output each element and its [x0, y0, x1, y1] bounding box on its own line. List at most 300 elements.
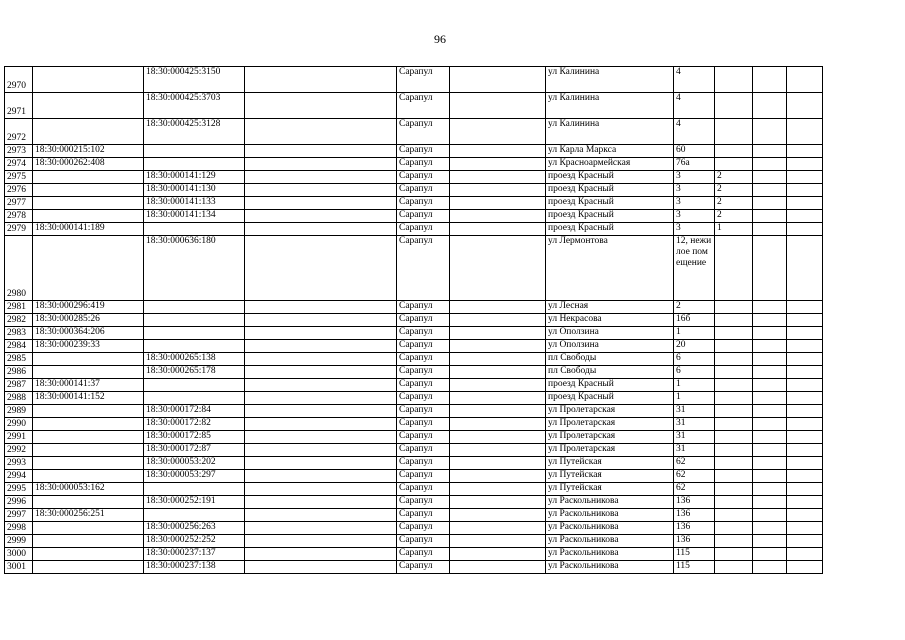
empty-cell — [753, 392, 787, 405]
house-number-cell: 12, нежилое помещение — [674, 236, 715, 301]
cadastral-number-a-cell: 18:30:000239:33 — [33, 340, 144, 353]
row-number-cell: 2981 — [5, 301, 33, 314]
room-cell — [715, 431, 753, 444]
house-number-cell: 136 — [674, 535, 715, 548]
city-cell: Сарапул — [397, 496, 450, 509]
empty-cell — [450, 158, 546, 171]
empty-cell — [450, 119, 546, 145]
row-number-cell: 2975 — [5, 171, 33, 184]
street-cell: ул Путейская — [546, 483, 674, 496]
empty-cell — [787, 483, 823, 496]
empty-cell — [450, 353, 546, 366]
table-row — [5, 366, 823, 379]
cadastral-number-a-cell — [33, 119, 144, 145]
empty-cell — [450, 171, 546, 184]
house-number-cell: 62 — [674, 470, 715, 483]
empty-cell — [753, 366, 787, 379]
room-cell — [715, 457, 753, 470]
empty-cell — [787, 418, 823, 431]
room-cell — [715, 535, 753, 548]
empty-cell — [753, 431, 787, 444]
city-cell: Сарапул — [397, 457, 450, 470]
table-row — [5, 379, 823, 392]
cadastral-number-b-cell: 18:30:000425:3703 — [144, 93, 245, 119]
empty-cell — [753, 418, 787, 431]
empty-cell — [245, 405, 397, 418]
cadastral-number-b-cell — [144, 314, 245, 327]
empty-cell — [787, 236, 823, 301]
empty-cell — [450, 145, 546, 158]
empty-cell — [245, 314, 397, 327]
table-row — [5, 444, 823, 457]
table-row — [5, 340, 823, 353]
cadastral-number-b-cell: 18:30:000172:84 — [144, 405, 245, 418]
cadastral-number-a-cell: 18:30:000364:206 — [33, 327, 144, 340]
city-cell: Сарапул — [397, 236, 450, 301]
table-row — [5, 392, 823, 405]
cadastral-number-b-cell: 18:30:000425:3128 — [144, 119, 245, 145]
empty-cell — [753, 67, 787, 93]
cadastral-number-a-cell — [33, 67, 144, 93]
street-cell: ул Калинина — [546, 67, 674, 93]
table-row — [5, 522, 823, 535]
empty-cell — [450, 379, 546, 392]
city-cell: Сарапул — [397, 327, 450, 340]
city-cell: Сарапул — [397, 210, 450, 223]
street-cell: ул Раскольникова — [546, 548, 674, 561]
empty-cell — [787, 509, 823, 522]
street-cell: проезд Красный — [546, 392, 674, 405]
cadastral-number-a-cell — [33, 405, 144, 418]
empty-cell — [450, 405, 546, 418]
street-cell: ул Калинина — [546, 93, 674, 119]
table-row — [5, 184, 823, 197]
city-cell: Сарапул — [397, 379, 450, 392]
empty-cell — [450, 509, 546, 522]
street-cell: ул Пролетарская — [546, 444, 674, 457]
house-number-cell: 76а — [674, 158, 715, 171]
cadastral-number-b-cell: 18:30:000265:178 — [144, 366, 245, 379]
house-number-cell: 31 — [674, 444, 715, 457]
empty-cell — [753, 509, 787, 522]
empty-cell — [245, 444, 397, 457]
house-number-cell: 2 — [674, 301, 715, 314]
table-row — [5, 431, 823, 444]
cadastral-number-a-cell: 18:30:000256:251 — [33, 509, 144, 522]
room-cell — [715, 561, 753, 574]
row-number-cell: 2988 — [5, 392, 33, 405]
street-cell: ул Путейская — [546, 457, 674, 470]
room-cell — [715, 496, 753, 509]
street-cell: ул Пролетарская — [546, 418, 674, 431]
table-row — [5, 236, 823, 301]
table-row — [5, 171, 823, 184]
room-cell — [715, 301, 753, 314]
empty-cell — [753, 340, 787, 353]
cadastral-number-b-cell: 18:30:000172:85 — [144, 431, 245, 444]
empty-cell — [753, 444, 787, 457]
empty-cell — [450, 340, 546, 353]
empty-cell — [787, 223, 823, 236]
city-cell: Сарапул — [397, 366, 450, 379]
street-cell: ул Карла Маркса — [546, 145, 674, 158]
room-cell — [715, 236, 753, 301]
city-cell: Сарапул — [397, 314, 450, 327]
empty-cell — [245, 197, 397, 210]
cadastral-number-b-cell: 18:30:000636:180 — [144, 236, 245, 301]
empty-cell — [450, 483, 546, 496]
cadastral-number-b-cell — [144, 223, 245, 236]
empty-cell — [245, 509, 397, 522]
empty-cell — [450, 418, 546, 431]
table-row — [5, 210, 823, 223]
empty-cell — [787, 496, 823, 509]
empty-cell — [787, 535, 823, 548]
empty-cell — [245, 522, 397, 535]
street-cell: ул Калинина — [546, 119, 674, 145]
empty-cell — [450, 431, 546, 444]
row-number-cell: 2997 — [5, 509, 33, 522]
house-number-cell: 1 — [674, 327, 715, 340]
house-number-cell: 62 — [674, 483, 715, 496]
city-cell: Сарапул — [397, 353, 450, 366]
registry-body — [5, 67, 823, 574]
city-cell: Сарапул — [397, 535, 450, 548]
city-cell: Сарапул — [397, 548, 450, 561]
room-cell — [715, 327, 753, 340]
empty-cell — [753, 561, 787, 574]
empty-cell — [245, 184, 397, 197]
city-cell: Сарапул — [397, 223, 450, 236]
street-cell: ул Лесная — [546, 301, 674, 314]
room-cell: 2 — [715, 197, 753, 210]
house-number-cell: 4 — [674, 67, 715, 93]
empty-cell — [245, 392, 397, 405]
empty-cell — [245, 457, 397, 470]
empty-cell — [753, 535, 787, 548]
cadastral-number-b-cell: 18:30:000053:297 — [144, 470, 245, 483]
house-number-cell: 60 — [674, 145, 715, 158]
row-number-cell: 2992 — [5, 444, 33, 457]
cadastral-number-b-cell: 18:30:000237:137 — [144, 548, 245, 561]
empty-cell — [245, 158, 397, 171]
row-number-cell: 2971 — [5, 93, 33, 119]
cadastral-number-b-cell: 18:30:000237:138 — [144, 561, 245, 574]
empty-cell — [450, 366, 546, 379]
row-number-cell: 2998 — [5, 522, 33, 535]
room-cell — [715, 158, 753, 171]
street-cell: ул Раскольникова — [546, 522, 674, 535]
empty-cell — [787, 522, 823, 535]
street-cell: пл Свободы — [546, 353, 674, 366]
empty-cell — [245, 301, 397, 314]
room-cell — [715, 444, 753, 457]
house-number-cell: 62 — [674, 457, 715, 470]
empty-cell — [787, 405, 823, 418]
empty-cell — [787, 210, 823, 223]
house-number-cell: 20 — [674, 340, 715, 353]
room-cell: 2 — [715, 184, 753, 197]
room-cell — [715, 392, 753, 405]
street-cell: ул Раскольникова — [546, 535, 674, 548]
empty-cell — [245, 379, 397, 392]
empty-cell — [753, 158, 787, 171]
empty-cell — [787, 67, 823, 93]
house-number-cell: 6 — [674, 353, 715, 366]
row-number-cell: 2973 — [5, 145, 33, 158]
empty-cell — [245, 418, 397, 431]
row-number-cell: 2970 — [5, 67, 33, 93]
property-registry-table — [4, 66, 823, 574]
empty-cell — [450, 327, 546, 340]
empty-cell — [245, 496, 397, 509]
empty-cell — [450, 210, 546, 223]
table-row — [5, 314, 823, 327]
empty-cell — [787, 93, 823, 119]
cadastral-number-b-cell: 18:30:000141:134 — [144, 210, 245, 223]
city-cell: Сарапул — [397, 418, 450, 431]
table-row — [5, 67, 823, 93]
row-number-cell: 2978 — [5, 210, 33, 223]
cadastral-number-a-cell — [33, 522, 144, 535]
empty-cell — [753, 522, 787, 535]
empty-cell — [450, 236, 546, 301]
cadastral-number-b-cell — [144, 158, 245, 171]
cadastral-number-a-cell: 18:30:000141:189 — [33, 223, 144, 236]
house-number-cell: 115 — [674, 561, 715, 574]
city-cell: Сарапул — [397, 340, 450, 353]
cadastral-number-a-cell — [33, 548, 144, 561]
empty-cell — [450, 184, 546, 197]
cadastral-number-a-cell — [33, 535, 144, 548]
empty-cell — [787, 392, 823, 405]
row-number-cell: 2993 — [5, 457, 33, 470]
cadastral-number-b-cell: 18:30:000141:133 — [144, 197, 245, 210]
room-cell: 1 — [715, 223, 753, 236]
street-cell: проезд Красный — [546, 210, 674, 223]
cadastral-number-a-cell — [33, 210, 144, 223]
empty-cell — [753, 457, 787, 470]
street-cell: ул Лермонтова — [546, 236, 674, 301]
city-cell: Сарапул — [397, 145, 450, 158]
row-number-cell: 2974 — [5, 158, 33, 171]
cadastral-number-a-cell — [33, 366, 144, 379]
room-cell — [715, 314, 753, 327]
empty-cell — [450, 457, 546, 470]
house-number-cell: 115 — [674, 548, 715, 561]
empty-cell — [787, 366, 823, 379]
cadastral-number-b-cell — [144, 327, 245, 340]
cadastral-number-a-cell: 18:30:000141:37 — [33, 379, 144, 392]
room-cell — [715, 522, 753, 535]
street-cell: ул Путейская — [546, 470, 674, 483]
table-row — [5, 197, 823, 210]
cadastral-number-b-cell: 18:30:000265:138 — [144, 353, 245, 366]
empty-cell — [245, 210, 397, 223]
house-number-cell: 1 — [674, 379, 715, 392]
room-cell — [715, 483, 753, 496]
cadastral-number-b-cell — [144, 379, 245, 392]
table-row — [5, 405, 823, 418]
house-number-cell: 136 — [674, 509, 715, 522]
table-row — [5, 457, 823, 470]
table-row — [5, 158, 823, 171]
street-cell: пл Свободы — [546, 366, 674, 379]
empty-cell — [450, 561, 546, 574]
empty-cell — [753, 145, 787, 158]
room-cell — [715, 67, 753, 93]
empty-cell — [450, 67, 546, 93]
empty-cell — [787, 444, 823, 457]
house-number-cell: 16б — [674, 314, 715, 327]
house-number-cell: 3 — [674, 184, 715, 197]
table-row — [5, 483, 823, 496]
city-cell: Сарапул — [397, 67, 450, 93]
street-cell: ул Оползина — [546, 340, 674, 353]
table-row — [5, 353, 823, 366]
street-cell: проезд Красный — [546, 197, 674, 210]
row-number-cell: 2979 — [5, 223, 33, 236]
cadastral-number-b-cell: 18:30:000141:130 — [144, 184, 245, 197]
cadastral-number-a-cell — [33, 353, 144, 366]
house-number-cell: 31 — [674, 418, 715, 431]
row-number-cell: 3000 — [5, 548, 33, 561]
empty-cell — [450, 522, 546, 535]
empty-cell — [753, 353, 787, 366]
row-number-cell: 2980 — [5, 236, 33, 301]
house-number-cell: 3 — [674, 171, 715, 184]
city-cell: Сарапул — [397, 522, 450, 535]
room-cell — [715, 509, 753, 522]
cadastral-number-a-cell — [33, 457, 144, 470]
empty-cell — [787, 340, 823, 353]
empty-cell — [450, 223, 546, 236]
room-cell — [715, 548, 753, 561]
cadastral-number-b-cell: 18:30:000252:191 — [144, 496, 245, 509]
row-number-cell: 2972 — [5, 119, 33, 145]
row-number-cell: 2994 — [5, 470, 33, 483]
empty-cell — [753, 93, 787, 119]
empty-cell — [450, 548, 546, 561]
cadastral-number-a-cell: 18:30:000262:408 — [33, 158, 144, 171]
cadastral-number-b-cell — [144, 340, 245, 353]
cadastral-number-a-cell: 18:30:000215:102 — [33, 145, 144, 158]
room-cell — [715, 340, 753, 353]
empty-cell — [245, 353, 397, 366]
cadastral-number-a-cell — [33, 561, 144, 574]
empty-cell — [245, 431, 397, 444]
empty-cell — [245, 327, 397, 340]
empty-cell — [753, 210, 787, 223]
empty-cell — [787, 457, 823, 470]
cadastral-number-a-cell — [33, 197, 144, 210]
cadastral-number-b-cell — [144, 392, 245, 405]
room-cell — [715, 470, 753, 483]
room-cell — [715, 145, 753, 158]
empty-cell — [753, 483, 787, 496]
empty-cell — [450, 314, 546, 327]
row-number-cell: 3001 — [5, 561, 33, 574]
city-cell: Сарапул — [397, 431, 450, 444]
city-cell: Сарапул — [397, 184, 450, 197]
street-cell: ул Красноармейская — [546, 158, 674, 171]
row-number-cell: 2984 — [5, 340, 33, 353]
table-row — [5, 418, 823, 431]
room-cell: 2 — [715, 171, 753, 184]
house-number-cell: 1 — [674, 392, 715, 405]
city-cell: Сарапул — [397, 561, 450, 574]
city-cell: Сарапул — [397, 197, 450, 210]
room-cell — [715, 353, 753, 366]
empty-cell — [450, 392, 546, 405]
cadastral-number-a-cell — [33, 470, 144, 483]
empty-cell — [245, 145, 397, 158]
cadastral-number-b-cell: 18:30:000172:82 — [144, 418, 245, 431]
house-number-cell: 136 — [674, 522, 715, 535]
cadastral-number-a-cell — [33, 236, 144, 301]
cadastral-number-b-cell — [144, 301, 245, 314]
empty-cell — [753, 236, 787, 301]
cadastral-number-b-cell — [144, 509, 245, 522]
room-cell: 2 — [715, 210, 753, 223]
row-number-cell: 2990 — [5, 418, 33, 431]
city-cell: Сарапул — [397, 158, 450, 171]
empty-cell — [450, 197, 546, 210]
cadastral-number-a-cell: 18:30:000141:152 — [33, 392, 144, 405]
empty-cell — [787, 184, 823, 197]
street-cell: проезд Красный — [546, 379, 674, 392]
room-cell — [715, 405, 753, 418]
street-cell: ул Раскольникова — [546, 561, 674, 574]
empty-cell — [753, 301, 787, 314]
row-number-cell: 2999 — [5, 535, 33, 548]
row-number-cell: 2987 — [5, 379, 33, 392]
city-cell: Сарапул — [397, 483, 450, 496]
empty-cell — [787, 145, 823, 158]
cadastral-number-a-cell: 18:30:000296:419 — [33, 301, 144, 314]
empty-cell — [787, 158, 823, 171]
city-cell: Сарапул — [397, 392, 450, 405]
empty-cell — [753, 548, 787, 561]
empty-cell — [787, 327, 823, 340]
table-row — [5, 93, 823, 119]
table-row — [5, 548, 823, 561]
empty-cell — [245, 483, 397, 496]
table-row — [5, 509, 823, 522]
table-row — [5, 119, 823, 145]
street-cell: ул Пролетарская — [546, 405, 674, 418]
city-cell: Сарапул — [397, 405, 450, 418]
street-cell: ул Раскольникова — [546, 496, 674, 509]
empty-cell — [753, 314, 787, 327]
table-row — [5, 535, 823, 548]
house-number-cell: 6 — [674, 366, 715, 379]
empty-cell — [245, 535, 397, 548]
empty-cell — [753, 119, 787, 145]
street-cell: ул Оползина — [546, 327, 674, 340]
city-cell: Сарапул — [397, 301, 450, 314]
street-cell: ул Пролетарская — [546, 431, 674, 444]
street-cell: ул Некрасова — [546, 314, 674, 327]
cadastral-number-b-cell: 18:30:000053:202 — [144, 457, 245, 470]
empty-cell — [787, 548, 823, 561]
page-number: 96 — [434, 32, 446, 46]
row-number-cell: 2991 — [5, 431, 33, 444]
city-cell: Сарапул — [397, 93, 450, 119]
city-cell: Сарапул — [397, 119, 450, 145]
row-number-cell: 2983 — [5, 327, 33, 340]
row-number-cell: 2977 — [5, 197, 33, 210]
